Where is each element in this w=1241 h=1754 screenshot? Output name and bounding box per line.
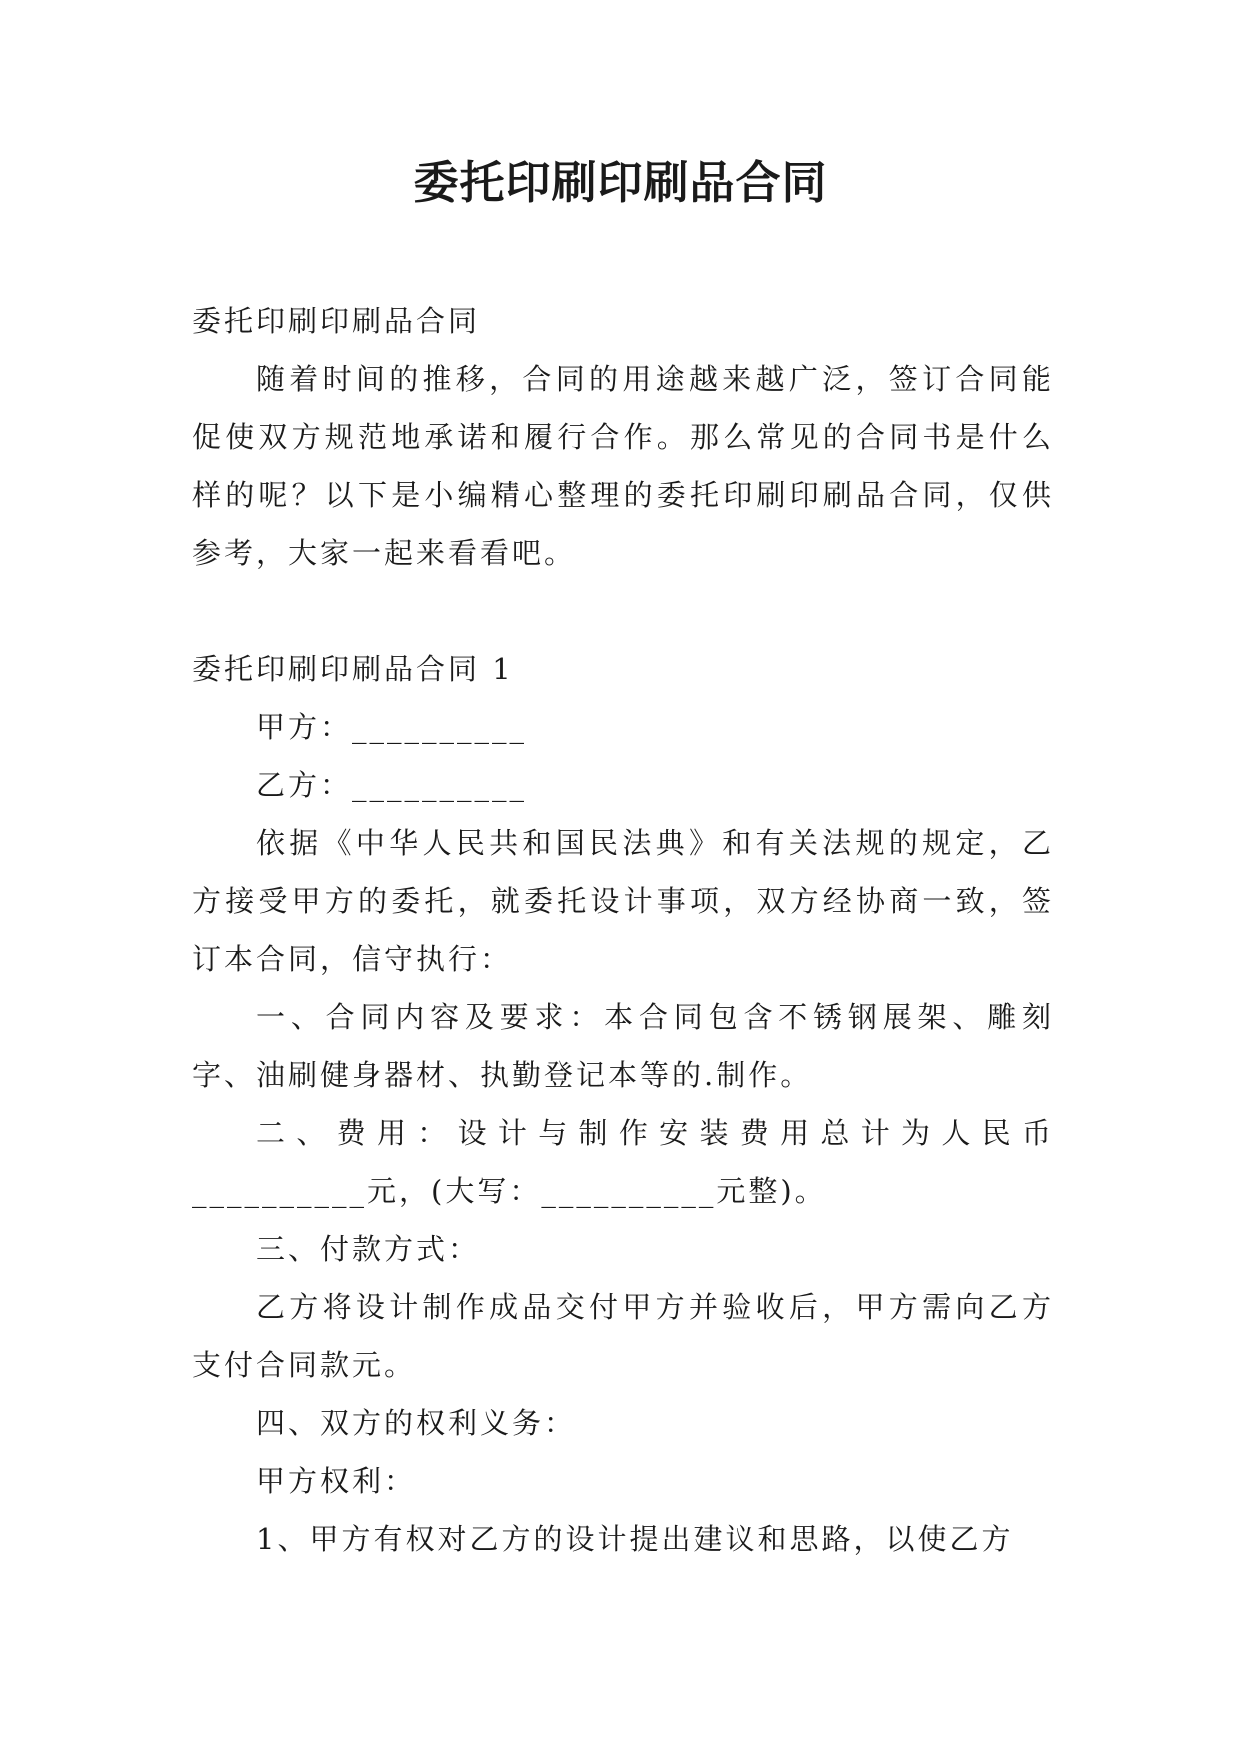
intro-paragraph: 随着时间的推移，合同的用途越来越广泛，签订合同能促使双方规范地承诺和履行合作。那么常见的合同书是什么样的呢？以下是小编精心整理的委托印刷印刷品合同，仅供参考，大家一起来看看吧。	[192, 362, 1054, 570]
clause-1: 一、合同内容及要求：本合同包含不锈钢展架、雕刻字、油刷健身器材、执勤登记本等的.制作。	[192, 1000, 1054, 1092]
body-subtitle: 委托印刷印刷品合同	[192, 304, 481, 338]
section-heading: 委托印刷印刷品合同 1	[192, 652, 514, 686]
party-a-rights-heading: 甲方权利：	[256, 1464, 417, 1498]
document-body	[192, 292, 1054, 1568]
basis-paragraph: 依据《中华人民共和国民法典》和有关法规的规定，乙方接受甲方的委托，就委托设计事项，双方经协商一致，签订本合同，信守执行：	[192, 826, 1054, 976]
clause-2: 二、费用：设计与制作安装费用总计为人民币__________元，(大写：__________元整)。	[192, 1116, 1054, 1208]
party-b-line: 乙方：__________	[256, 768, 528, 802]
clause-3-text: 乙方将设计制作成品交付甲方并验收后，甲方需向乙方支付合同款元。	[192, 1290, 1054, 1382]
right-1: 1、甲方有权对乙方的设计提出建议和思路，以使乙方	[256, 1522, 1014, 1556]
clause-4-heading: 四、双方的权利义务：	[256, 1406, 577, 1440]
paragraph-gap	[192, 582, 1054, 640]
party-a-line: 甲方：__________	[256, 710, 528, 744]
document-title: 委托印刷印刷品合同	[413, 156, 828, 209]
clause-3-heading: 三、付款方式：	[256, 1232, 481, 1266]
